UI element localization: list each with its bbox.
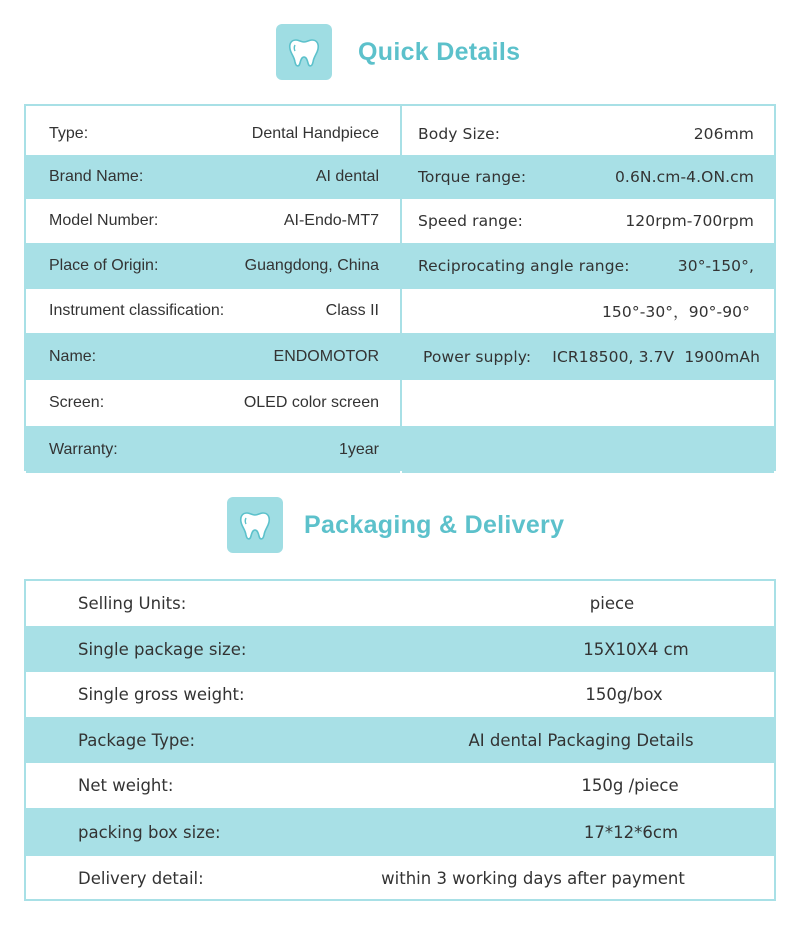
table-row xyxy=(402,113,774,155)
quick-details-header xyxy=(276,24,520,80)
row-label: Reciprocating angle range: xyxy=(418,257,630,275)
row-value: ICR18500, 3.7V 1900mAh xyxy=(552,347,760,366)
table-row xyxy=(26,763,774,808)
row-value: 15X10X4 cm xyxy=(583,639,689,659)
row-label: packing box size: xyxy=(78,822,221,842)
row-label: Single gross weight: xyxy=(78,685,245,704)
row-value: within 3 working days after payment xyxy=(381,869,685,888)
table-row xyxy=(402,243,774,289)
table-row xyxy=(26,155,400,199)
row-label: Screen: xyxy=(49,394,105,411)
quick-details-table xyxy=(24,104,776,471)
row-label: Selling Units: xyxy=(78,594,187,613)
quick-details-left-column xyxy=(26,106,400,471)
row-label: Brand Name: xyxy=(49,168,144,185)
row-value: Class II xyxy=(325,302,379,319)
row-value: 150g/box xyxy=(585,685,663,704)
row-label: Torque range: xyxy=(418,168,527,186)
row-value: AI dental Packaging Details xyxy=(468,730,694,750)
packaging-table xyxy=(24,579,776,901)
table-row xyxy=(402,155,774,199)
table-row xyxy=(26,199,400,243)
quick-details-title: Quick Details xyxy=(358,37,521,66)
table-row xyxy=(26,289,400,333)
row-label: Body Size: xyxy=(418,125,501,143)
row-value: piece xyxy=(589,594,635,613)
packaging-title: Packaging & Delivery xyxy=(304,510,565,539)
table-row xyxy=(402,426,774,473)
table-row xyxy=(402,199,774,243)
row-value: Dental Handpiece xyxy=(251,125,379,142)
row-label: Speed range: xyxy=(418,212,524,230)
row-label: Delivery detail: xyxy=(78,869,204,888)
row-label: Instrument classification: xyxy=(49,302,225,319)
tooth-icon xyxy=(276,24,332,80)
row-value: Guangdong, China xyxy=(244,257,379,274)
row-value: AI dental xyxy=(315,168,379,185)
row-label: Name: xyxy=(49,347,97,365)
table-row xyxy=(26,243,400,289)
table-row xyxy=(402,380,774,426)
row-value: 150g /piece xyxy=(581,776,679,795)
table-row xyxy=(26,856,774,901)
row-value: 206mm xyxy=(693,125,754,143)
row-label: Place of Origin: xyxy=(49,257,159,274)
row-value: ENDOMOTOR xyxy=(273,347,379,365)
quick-details-right-column xyxy=(400,106,774,471)
table-row xyxy=(26,672,774,717)
row-value: OLED color screen xyxy=(243,394,379,411)
table-row xyxy=(26,808,774,856)
table-row xyxy=(402,289,774,333)
packaging-header xyxy=(227,497,564,553)
row-label: Type: xyxy=(49,125,89,142)
row-label: Power supply: xyxy=(423,347,532,366)
row-label: Net weight: xyxy=(78,776,174,795)
row-value: 0.6N.cm-4.ON.cm xyxy=(614,168,754,186)
table-row xyxy=(26,333,400,380)
row-label: Single package size: xyxy=(78,639,247,659)
table-row xyxy=(26,717,774,763)
row-value: 1year xyxy=(338,440,379,458)
row-label: Package Type: xyxy=(78,730,196,750)
row-value: 150°-30°，90°-90° xyxy=(601,303,750,321)
row-label: Warranty: xyxy=(49,440,118,458)
table-row xyxy=(26,113,400,155)
table-row xyxy=(26,626,774,672)
table-row xyxy=(26,380,400,426)
row-label: Model Number: xyxy=(49,212,159,229)
table-row xyxy=(26,426,400,473)
tooth-icon xyxy=(227,497,283,553)
row-value: 120rpm-700rpm xyxy=(625,212,754,230)
row-value: AI-Endo-MT7 xyxy=(283,212,379,229)
table-row xyxy=(402,333,774,380)
table-row xyxy=(26,581,774,626)
row-value: 17*12*6cm xyxy=(583,822,679,842)
row-value: 30°-150°, xyxy=(677,257,754,275)
